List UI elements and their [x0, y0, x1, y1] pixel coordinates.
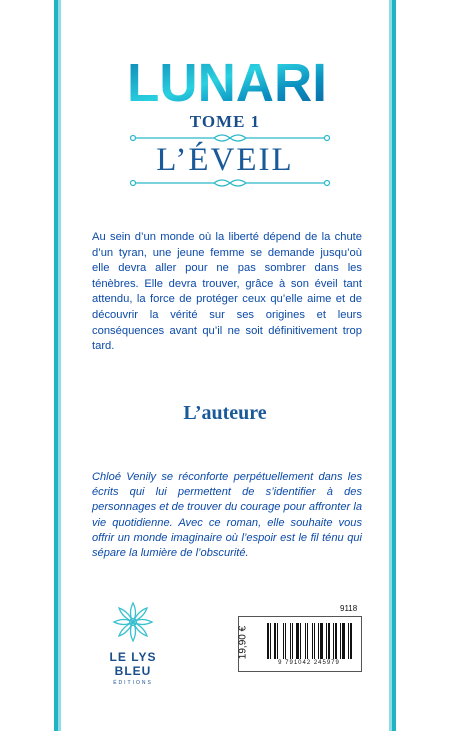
barcode-bar — [346, 623, 347, 659]
isbn-number: 9 791042 245979 — [278, 660, 340, 666]
volume-label: TOME 1 — [189, 112, 261, 131]
barcode-bar — [272, 623, 273, 659]
cover-edge-left-shade — [58, 0, 61, 731]
barcode-bar — [312, 623, 313, 659]
barcode-bar — [287, 623, 289, 659]
price-label: 19,90 € — [237, 625, 249, 660]
publisher-name: LE LYS BLEU — [109, 650, 157, 678]
barcode-bar — [353, 623, 354, 659]
barcode-bar — [307, 623, 308, 659]
publisher-subtitle: ÉDITIONS — [113, 680, 153, 686]
barcode-panel — [238, 616, 362, 672]
cover-edge-right-shade — [389, 0, 392, 731]
cover-edge-right — [392, 0, 396, 731]
barcode-bar — [338, 623, 339, 659]
product-code: 9118 — [340, 604, 358, 613]
barcode-bar — [305, 623, 306, 659]
series-logo — [125, 54, 329, 108]
barcode-bar — [324, 623, 325, 659]
barcode-bar — [283, 623, 284, 659]
publisher-logo — [94, 600, 172, 686]
lotus-icon — [111, 600, 155, 644]
barcode-bar — [331, 623, 332, 659]
barcode-bar — [348, 623, 349, 659]
barcode-bar — [279, 623, 282, 659]
barcode-bar — [290, 623, 291, 659]
barcode-bar — [294, 623, 295, 659]
book-summary — [92, 230, 362, 355]
barcode-bar — [300, 623, 301, 659]
author-bio — [92, 470, 362, 561]
series-title: LUNARI — [127, 54, 327, 108]
barcode-bar — [314, 623, 315, 659]
ornament-bottom — [128, 177, 332, 189]
barcode-bar — [320, 623, 323, 659]
barcode-bar — [270, 623, 271, 659]
barcode-bar — [335, 623, 337, 659]
barcode-bar — [318, 623, 320, 659]
barcode-bar — [296, 623, 299, 659]
barcode-bar — [340, 623, 341, 659]
barcode-bar — [326, 623, 327, 659]
author-heading: L’auteure — [183, 402, 267, 424]
barcode-bars — [267, 623, 355, 659]
barcode-bar — [277, 623, 278, 659]
barcode-bar — [350, 623, 352, 659]
author-bio-text: Chloé Venily se réconforte perpétuellement dans les écrits qui lui permettent de s’identifier à des personnages et de trouver du courage pour affronter la vie quotidienne. Avec ce roman, elle souhaite vous offrir un monde imaginaire où l’espoir est le fil ténu qui sépare la lumière de l’obscurité. — [92, 471, 362, 560]
barcode-bar — [267, 623, 269, 659]
barcode-bar — [302, 623, 304, 659]
barcode-bar — [333, 623, 334, 659]
book-title: L’ÉVEIL — [156, 142, 294, 178]
barcode-bar — [342, 623, 345, 659]
barcode-bar — [316, 623, 317, 659]
barcode-bar — [285, 623, 286, 659]
barcode-bar — [309, 623, 311, 659]
barcode-bar — [292, 623, 293, 659]
barcode-bar — [274, 623, 276, 659]
summary-text: Au sein d’un monde où la liberté dépend de la chute d’un tyran, une jeune femme se demande jusqu’où elle devra aller pour ne pas sombrer dans les ténèbres. Elle devra trouver, grâce à son éveil tant attendu, la force de protéger ceux qu’elle aime et de découvrir la vérité sur ses origines et leurs conséquences avant qu’il ne soit définitivement trop tard. — [92, 231, 362, 353]
barcode-bar — [328, 623, 330, 659]
